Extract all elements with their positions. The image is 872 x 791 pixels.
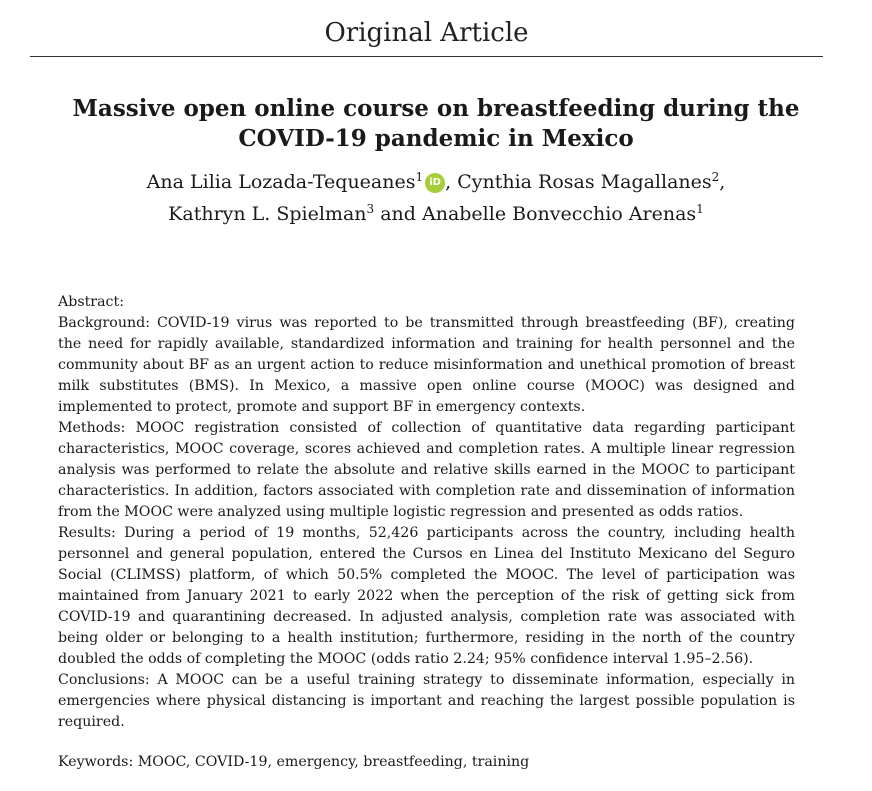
- article-type-header: [30, 18, 823, 57]
- abstract-background: Background: COVID-19 virus was reported to be transmitted through breastfeeding (BF), creating the need for rapidly available, standardized information and training for health personnel and the community about BF as an urgent action to reduce misinformation and unethical promotion of breast milk substitutes (BMS). In Mexico, a massive open online course (MOOC) was designed and implemented to protect, promote and support BF in emergency contexts.: [58, 315, 795, 415]
- author-affiliation: 1: [696, 202, 704, 216]
- abstract-results: Results: During a period of 19 months, 52,426 participants across the country, including health personnel and general population, entered the Cursos en Linea del Instituto Mexicano del Seguro Social (CLIMSS) platform, of which 50.5% completed the MOOC. The level of participation was maintained from January 2021 to early 2022 when the perception of the risk of getting sick from COVID-19 and quarantining decreased. In adjusted analysis, completion rate was associated with being older or belonging to a health institution; furthermore, residing in the north of the country doubled the odds of completing the MOOC (odds ratio 2.24; 95% confidence interval 1.95–2.56).: [58, 525, 795, 667]
- abstract-conclusions: Conclusions: A MOOC can be a useful training strategy to disseminate information, especially in emergencies where physical distancing is important and reaching the largest possible population is required.: [58, 672, 795, 730]
- author-name: Ana Lilia Lozada-Tequeanes: [146, 171, 416, 193]
- author-affiliation: 2: [711, 170, 720, 184]
- author-affiliation: 1: [415, 170, 424, 184]
- author-conjunction: and: [380, 203, 416, 225]
- abstract: [58, 292, 795, 733]
- abstract-methods: Methods: MOOC registration consisted of collection of quantitative data regarding participant characteristics, MOOC coverage, scores achieved and completion rates. A multiple linear regression analysis was performed to relate the absolute and relative skills earned in the MOOC to participant characteristics. In addition, factors associated with completion rate and dissemination of information from the MOOC were analyzed using multiple logistic regression and presented as odds ratios.: [58, 420, 795, 520]
- abstract-heading: Abstract:: [58, 294, 124, 310]
- author-name: Cynthia Rosas Magallanes: [457, 171, 712, 193]
- author-affiliation: 3: [366, 202, 375, 216]
- section-label: Original Article: [324, 18, 529, 48]
- author-name: Kathryn L. Spielman: [168, 203, 367, 225]
- keywords: Keywords: MOOC, COVID-19, emergency, breastfeeding, training: [58, 754, 530, 770]
- author-list: Ana Lilia Lozada-Tequeanes$^1$ iD , Cynthia Rosas Magallanes$^2$, Kathryn L. Spielman$^3$ and Anabelle Bonvecchio Arenas$^1$: [146, 170, 726, 225]
- article-title: Massive open online course on breastfeeding during the COVID-19 pandemic in Mexico: [72, 95, 800, 152]
- orcid-icon[interactable]: iD: [425, 173, 445, 193]
- author-name: Anabelle Bonvecchio Arenas: [421, 203, 697, 225]
